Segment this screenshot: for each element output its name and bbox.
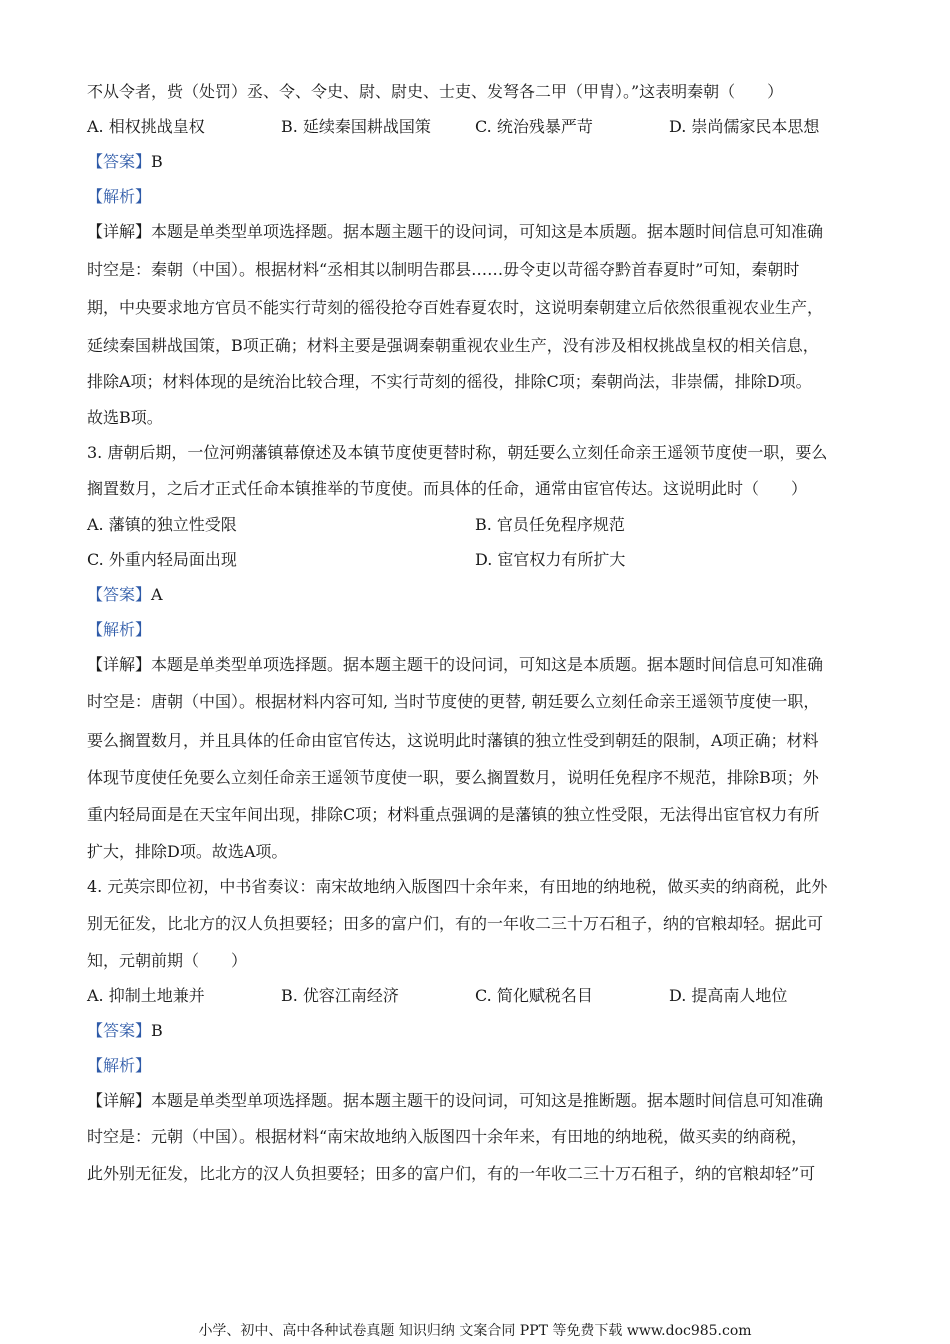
detail-text: 本题是单类型单项选择题。据本题主题干的设问词，可知这是本质题。据本题时间信息可知准确 — [151, 655, 824, 674]
option-c: C. 简化赋税名目 — [475, 986, 593, 1005]
detail-line: 要么搁置数月，并且具体的任命由宦官传达，这说明此时藩镇的独立性受到朝廷的限制，A项正确；材料 — [87, 731, 819, 750]
detail-line: 扩大，排除D项。故选A项。 — [87, 842, 288, 861]
question-stem-line: 3. 唐朝后期，一位河朔藩镇幕僚述及本镇节度使更替时称，朝廷要么立刻任命亲王遥领节度使一职，要么 — [87, 443, 828, 462]
detail-label: 【详解】 — [87, 655, 152, 674]
answer-value: A — [151, 585, 163, 604]
answer-value: B — [151, 1021, 163, 1040]
analysis-label: 【解析】 — [87, 1056, 152, 1075]
detail-line: 此外别无征发，比北方的汉人负担要轻；田多的富户们，有的一年收二三十万石租子，纳的官粮却轻”可 — [87, 1164, 816, 1183]
detail-text: 本题是单类型单项选择题。据本题主题干的设问词，可知这是推断题。据本题时间信息可知准确 — [151, 1091, 824, 1110]
question-stem-line: 搁置数月，之后才正式任命本镇推举的节度使。而具体的任命，通常由宦官传达。这说明此时（ ） — [87, 479, 808, 498]
page-footer: 小学、初中、高中各种试卷真题 知识归纳 文案合同 PPT 等免费下载 www.doc985.com — [198, 1323, 752, 1339]
detail-line: 期，中央要求地方官员不能实行苛刻的徭役抢夺百姓春夏农时，这说明秦朝建立后依然很重视农业生产， — [87, 298, 824, 317]
question-stem-line: 别无征发，比北方的汉人负担要轻；田多的富户们，有的一年收二三十万石租子，纳的官粮却轻。据此可 — [87, 914, 824, 933]
option-d: D. 宦官权力有所扩大 — [475, 550, 626, 569]
detail-line: 体现节度使任免要么立刻任命亲王遥领节度使一职，要么搁置数月，说明任免程序不规范，排除B项；外 — [87, 768, 819, 787]
detail-line — [87, 1091, 823, 1111]
option-a: A. 藩镇的独立性受限 — [87, 515, 237, 534]
detail-line: 故选B项。 — [87, 408, 163, 427]
answer-label: 【答案】 — [87, 585, 152, 604]
option-a: A. 抑制土地兼并 — [87, 986, 205, 1005]
detail-label: 【详解】 — [87, 222, 152, 241]
answer-line — [87, 152, 163, 172]
detail-line — [87, 222, 823, 242]
option-d: D. 提高南人地位 — [669, 986, 788, 1005]
option-b: B. 官员任免程序规范 — [475, 515, 625, 534]
option-c: C. 统治残暴严苛 — [475, 117, 593, 136]
detail-line — [87, 655, 823, 675]
analysis-label: 【解析】 — [87, 187, 152, 206]
answer-line — [87, 1021, 163, 1041]
detail-line: 时空是：秦朝（中国）。根据材料“丞相其以制明告郡县……毋令吏以苛徭夺黔首春夏时”可知，秦朝时 — [87, 260, 800, 279]
option-b: B. 延续秦国耕战国策 — [281, 117, 431, 136]
detail-line: 延续秦国耕战国策，B项正确；材料主要是强调秦朝重视农业生产，没有涉及相权挑战皇权的相关信息， — [87, 336, 819, 355]
option-a: A. 相权挑战皇权 — [87, 117, 205, 136]
analysis-label: 【解析】 — [87, 620, 152, 639]
detail-line: 排除A项；材料体现的是统治比较合理，不实行苛刻的徭役，排除C项；秦朝尚法，非崇儒，排除D项。 — [87, 372, 812, 391]
answer-value: B — [151, 152, 163, 171]
detail-text: 本题是单类型单项选择题。据本题主题干的设问词，可知这是本质题。据本题时间信息可知准确 — [151, 222, 824, 241]
detail-line: 时空是：元朝（中国）。根据材料“南宋故地纳入版图四十余年来，有田地的纳地税，做买卖的纳商税， — [87, 1127, 808, 1146]
option-b: B. 优容江南经济 — [281, 986, 399, 1005]
detail-line: 重内轻局面是在天宝年间出现，排除C项；材料重点强调的是藩镇的独立性受限，无法得出宦官权力有所 — [87, 805, 820, 824]
answer-label: 【答案】 — [87, 152, 152, 171]
answer-label: 【答案】 — [87, 1021, 152, 1040]
question-stem-line: 知，元朝前期（ ） — [87, 951, 248, 970]
detail-line: 时空是：唐朝（中国）。根据材料内容可知, 当时节度使的更替, 朝廷要么立刻任命亲王遥领节度使一职， — [87, 692, 820, 711]
question-stem-line: 4. 元英宗即位初，中书省奏议：南宋故地纳入版图四十余年来，有田地的纳地税，做买卖的纳商税，此外 — [87, 877, 828, 896]
option-d: D. 崇尚儒家民本思想 — [669, 117, 820, 136]
option-c: C. 外重内轻局面出现 — [87, 550, 237, 569]
detail-label: 【详解】 — [87, 1091, 152, 1110]
question-stem-line: 不从令者，赀（处罚）丞、令、令史、尉、尉史、士吏、发弩各二甲（甲胄）。”这表明秦朝（ ） — [87, 82, 784, 101]
answer-line — [87, 585, 163, 605]
